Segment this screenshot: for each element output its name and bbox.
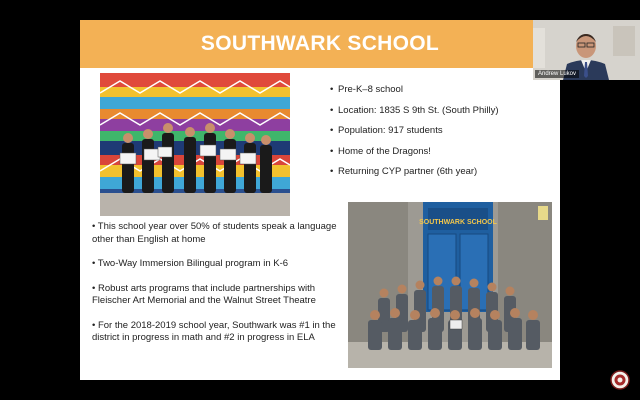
list-item [92,221,347,246]
bullet-glyph: • [330,84,334,95]
list-item [92,320,347,345]
school-entrance-photo-graphic [348,202,552,368]
school-entrance-photo [348,202,552,368]
bullet-glyph: • [330,125,334,136]
mural-photo-graphic [100,73,290,216]
list-item [330,104,555,125]
slide-title: SOUTHWARK SCHOOL [200,32,440,55]
list-item-text: Robust arts programs that include partnerships with Fleischer Art Memorial and the Walnut Street Theatre [92,282,316,306]
bullet-glyph: • [330,104,334,116]
list-item [92,283,347,308]
bullet-glyph: • [92,319,96,331]
list-item [92,258,347,271]
school-facts-list [330,83,555,186]
bullet-glyph: • [92,258,96,269]
list-item-text: This school year over 50% of students speak a language other than English at home [92,221,337,245]
seal-logo-icon [610,370,630,390]
list-item [330,124,555,145]
participant-name-label: Andrew Lukov [535,70,579,78]
mural-photo [100,73,290,216]
bullet-glyph: • [92,221,96,232]
school-programs-list [92,221,347,357]
list-item-text: Home of the Dragons! [338,145,431,157]
bullet-glyph: • [330,145,334,157]
list-item-text: Population: 917 students [338,125,443,136]
participant-video-tile[interactable] [533,20,640,80]
presentation-slide [80,20,560,380]
list-item-text: Location: 1835 S 9th St. (South Philly) [338,104,499,116]
list-item-text: For the 2018-2019 school year, Southwark was #1 in the district in progress in math and #2 in progress in ELA [92,319,336,343]
list-item-text: Pre-K–8 school [338,84,403,95]
list-item [330,145,555,166]
bullet-glyph: • [92,282,96,294]
list-item-text: Returning CYP partner (6th year) [338,166,478,177]
list-item-text: Two-Way Immersion Bilingual program in K-6 [97,258,289,269]
slide-title-bar [80,20,560,68]
school-sign-text: SOUTHWARK SCHOOL [419,219,497,226]
list-item [330,165,555,186]
bullet-glyph: • [330,166,334,177]
list-item [330,83,555,104]
